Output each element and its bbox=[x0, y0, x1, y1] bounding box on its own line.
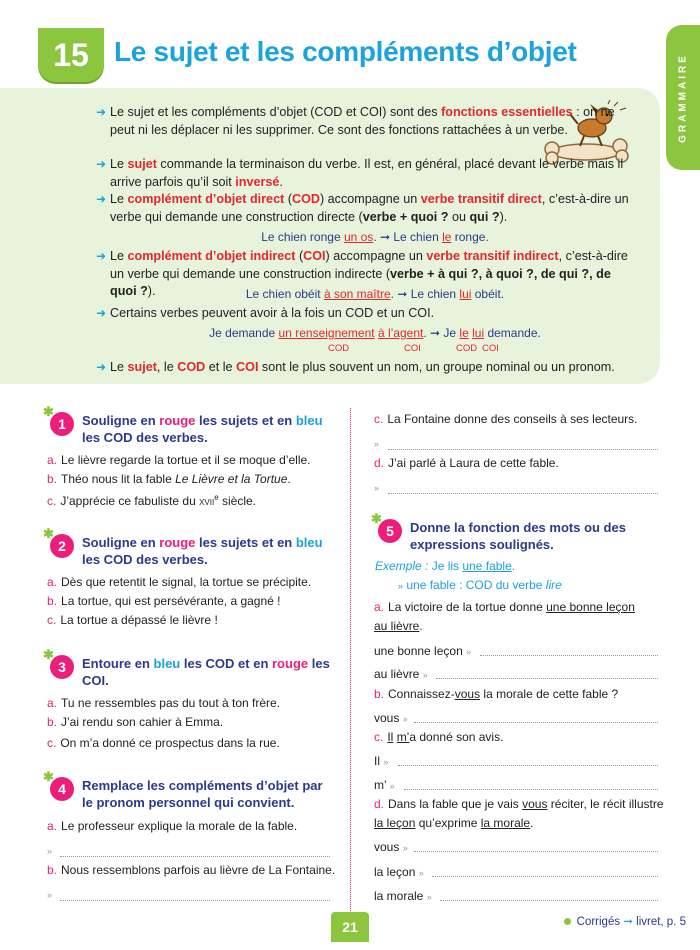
exercise-item: b. La tortue, qui est persévérante, a gagné ! bbox=[47, 594, 281, 608]
answer-line[interactable] bbox=[414, 851, 658, 852]
exercise-item: d. Dans la fable que je vais vous réciter, le récit illustre bbox=[374, 797, 664, 811]
rule-1: ➜ Le sujet et les compléments d’objet (COD et COI) sont des fonctions essentielles : on ne peut ni les déplacer ni les supprimer. Ce sont des fonctions rattachées à un verbe. bbox=[96, 105, 615, 137]
label-coi: COI bbox=[482, 343, 499, 354]
exercise-instruction: Souligne en rouge les sujets et en bleu les COD des verbes. bbox=[82, 413, 323, 445]
label-cod: COD bbox=[328, 343, 350, 354]
answer-line[interactable] bbox=[436, 678, 658, 679]
exercise-item: c. J’apprécie ce fabuliste du xvii$^e$ siècle. bbox=[47, 493, 257, 508]
rule-5: ➜ Certains verbes peuvent avoir à la fois un COD et un COI. bbox=[110, 305, 640, 323]
answer-prompt: la leçon » bbox=[374, 865, 424, 879]
arrow-icon: ➜ bbox=[96, 192, 107, 206]
arrow-icon: ➜ bbox=[96, 360, 107, 374]
example-2: Le chien obéit à son maître. ➞ Le chien lui obéit. bbox=[245, 287, 505, 301]
answer-prompt: Il » bbox=[374, 754, 389, 768]
exercise-item: a. La victoire de la tortue donne une bonne leçon bbox=[374, 600, 635, 614]
exercise-item: la leçon qu’exprime la morale. bbox=[374, 816, 534, 830]
answer-line[interactable] bbox=[440, 900, 658, 901]
write-arrow-icon: » bbox=[374, 483, 380, 493]
example-answer: » une fable : COD du verbe lire bbox=[398, 578, 562, 592]
label-coi: COI bbox=[404, 343, 421, 354]
exercise-item: b. Théo nous lit la fable Le Lièvre et la Tortue. bbox=[47, 472, 291, 486]
exercise-item: c. On m’a donné ce prospectus dans la rue. bbox=[47, 736, 280, 750]
exercise-instruction: Souligne en rouge les sujets et en bleu les COD des verbes. bbox=[82, 535, 323, 567]
exercise-item: c. Il m’a donné son avis. bbox=[374, 730, 504, 744]
write-arrow-icon: » bbox=[374, 439, 380, 449]
exercise-item: d. J’ai parlé à Laura de cette fable. bbox=[374, 456, 559, 470]
chapter-number: 15 bbox=[38, 28, 104, 82]
write-arrow-icon: » bbox=[47, 890, 53, 900]
write-arrow-icon: » bbox=[47, 846, 53, 856]
exercise-item: a. Le professeur explique la morale de la fable. bbox=[47, 819, 298, 833]
exercise-number: ✱ 2 bbox=[50, 534, 74, 558]
exercise-item: au lièvre. bbox=[374, 619, 423, 633]
rule-3: ➜ Le complément d’objet direct (COD) accompagne un verbe transitif direct, c’est-à-dire un verbe qui demande une construction directe (verbe + quoi ? ou qui ?). bbox=[96, 192, 629, 224]
star-icon: ✱ bbox=[43, 404, 54, 419]
bullet-icon bbox=[564, 918, 571, 925]
exercise-4-header bbox=[43, 769, 335, 811]
example-1: Le chien ronge un os. ➞ Le chien le ronge. bbox=[261, 230, 489, 244]
exercise-2-header bbox=[43, 526, 330, 568]
arrow-icon: ➜ bbox=[96, 157, 107, 171]
answer-prompt: au lièvre » bbox=[374, 667, 428, 681]
star-icon: ✱ bbox=[371, 511, 382, 526]
example-3: Je demande un renseignement à l’agent. ➞ Je le lui demande. bbox=[209, 326, 541, 340]
page-title: Le sujet et les compléments d’objet bbox=[114, 36, 577, 67]
answer-line[interactable] bbox=[60, 900, 330, 901]
star-icon: ✱ bbox=[43, 769, 54, 784]
answer-line[interactable] bbox=[480, 655, 658, 656]
label-cod: COD bbox=[456, 343, 478, 354]
arrow-icon: ➜ bbox=[96, 306, 107, 320]
exercise-item: a. Tu ne ressembles pas du tout à ton frère. bbox=[47, 696, 281, 710]
exercise-item: b. Nous ressemblons parfois au lièvre de La Fontaine. bbox=[47, 863, 336, 877]
arrow-icon: ➜ bbox=[96, 249, 107, 263]
exercise-1-header bbox=[43, 404, 330, 446]
answer-line[interactable] bbox=[388, 449, 658, 450]
answer-prompt: m’ » bbox=[374, 778, 395, 792]
exercise-item: a. Le lièvre regarde la tortue et il se moque d’elle. bbox=[47, 453, 311, 467]
rule-4: ➜ Le complément d’objet indirect (COI) accompagne un verbe transitif indirect, c’est-à-dire un verbe qui demande une construction indirecte (verbe + à qui ?, à quoi ?, de qui ?, de quoi ?). bbox=[96, 249, 628, 298]
answer-line[interactable] bbox=[60, 856, 330, 857]
example: Exemple : Je lis une fable. bbox=[375, 559, 516, 573]
star-icon: ✱ bbox=[43, 526, 54, 541]
exercise-item: c. La Fontaine donne des conseils à ses lecteurs. bbox=[374, 412, 638, 426]
exercise-item: b. Connaissez-vous la morale de cette fable ? bbox=[374, 687, 619, 701]
answer-line[interactable] bbox=[432, 876, 658, 877]
exercise-instruction: Entoure en bleu les COD et en rouge les COI. bbox=[82, 656, 330, 688]
answer-line[interactable] bbox=[414, 722, 658, 723]
arrow-icon: ➞ bbox=[623, 916, 633, 928]
exercise-instruction: Donne la fonction des mots ou des expressions soulignés. bbox=[410, 520, 626, 552]
answer-line[interactable] bbox=[398, 765, 658, 766]
exercise-number: ✱ 5 bbox=[378, 519, 402, 543]
side-tab-label: GRAMMAIRE bbox=[677, 52, 689, 143]
exercise-3-header bbox=[43, 647, 330, 689]
corriges-link[interactable]: Corrigés ➞ livret, p. 5 bbox=[564, 914, 686, 928]
arrow-icon: ➜ bbox=[96, 105, 107, 119]
answer-prompt: la morale » bbox=[374, 889, 432, 903]
answer-prompt: vous » bbox=[374, 840, 408, 854]
star-icon: ✱ bbox=[43, 647, 54, 662]
answer-prompt: une bonne leçon » bbox=[374, 644, 472, 658]
rule-2: ➜ Le sujet commande la terminaison du verbe. Il est, en général, placé devant le verbe mais il arrive parfois qu’il soit inversé. bbox=[96, 157, 624, 189]
answer-prompt: vous » bbox=[374, 711, 408, 725]
exercise-5-header bbox=[371, 511, 668, 553]
column-divider bbox=[350, 408, 351, 913]
exercise-item: b. J’ai rendu son cahier à Emma. bbox=[47, 715, 224, 729]
exercise-item: c. La tortue a dépassé le lièvre ! bbox=[47, 613, 218, 627]
exercise-item: a. Dès que retentit le signal, la tortue se précipite. bbox=[47, 575, 312, 589]
exercise-number: ✱ 4 bbox=[50, 777, 74, 801]
answer-line[interactable] bbox=[388, 493, 658, 494]
page-number: 21 bbox=[331, 912, 369, 942]
exercise-number: ✱ 1 bbox=[50, 412, 74, 436]
exercise-number: ✱ 3 bbox=[50, 655, 74, 679]
rule-6: ➜ Le sujet, le COD et le COI sont le plus souvent un nom, un groupe nominal ou un pronom. bbox=[110, 359, 640, 377]
exercise-instruction: Remplace les compléments d’objet par le pronom personnel qui convient. bbox=[82, 778, 323, 810]
side-tab bbox=[666, 25, 700, 170]
answer-line[interactable] bbox=[404, 789, 658, 790]
